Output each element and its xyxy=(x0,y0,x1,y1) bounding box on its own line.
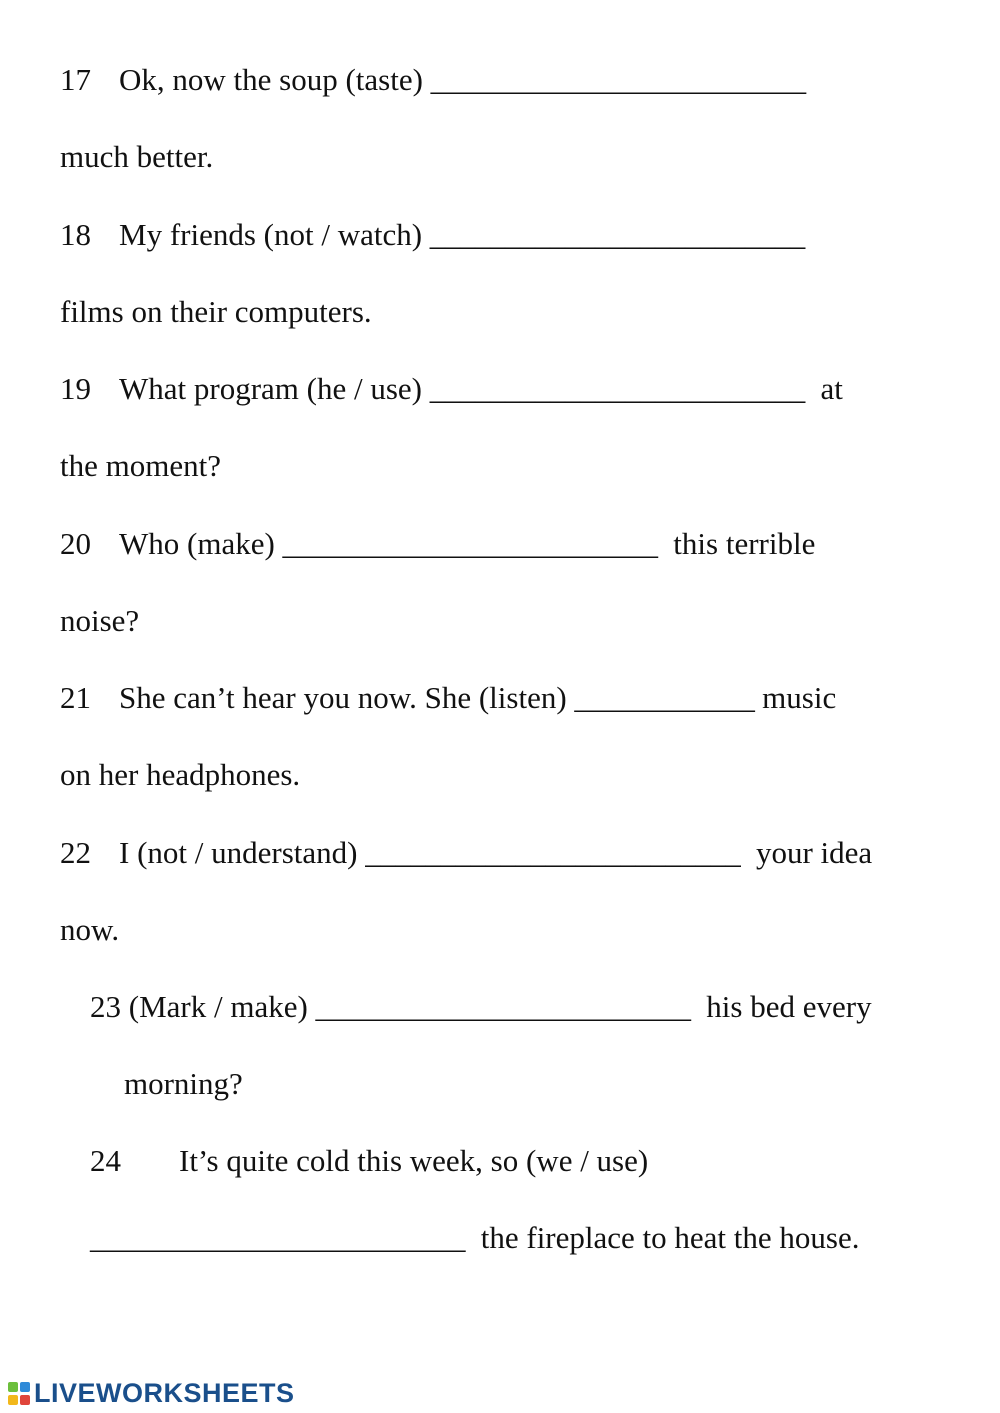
question-number: 24 xyxy=(90,1143,121,1178)
question-number: 22 xyxy=(60,835,91,870)
question-20 xyxy=(60,524,815,564)
answer-blank-23[interactable]: _________________________ xyxy=(315,989,691,1024)
question-number: 21 xyxy=(60,680,91,715)
question-24-continuation xyxy=(90,1218,859,1258)
answer-blank-20[interactable]: _________________________ xyxy=(282,526,658,561)
question-18 xyxy=(60,215,805,255)
question-21 xyxy=(60,678,836,718)
question-23 xyxy=(90,987,872,1027)
question-17-continuation: much better. xyxy=(60,139,214,174)
answer-blank-17[interactable]: _________________________ xyxy=(430,62,806,97)
question-22 xyxy=(60,833,872,873)
question-text: My friends (not / watch) xyxy=(119,217,423,252)
liveworksheets-logo xyxy=(8,1378,295,1409)
question-number: 20 xyxy=(60,526,91,561)
question-text: Who (make) xyxy=(119,526,275,561)
question-23-continuation: morning? xyxy=(124,1066,243,1101)
question-text: (Mark / make) xyxy=(128,989,308,1024)
question-text-after: his bed every xyxy=(706,989,872,1024)
question-20-continuation: noise? xyxy=(60,603,140,638)
question-19 xyxy=(60,369,843,409)
question-text-after: this terrible xyxy=(673,526,816,561)
question-text-after: music xyxy=(762,680,837,715)
question-number: 18 xyxy=(60,217,91,252)
answer-blank-22[interactable]: _________________________ xyxy=(365,835,741,870)
question-text: It’s quite cold this week, so (we / use) xyxy=(179,1143,649,1178)
question-19-continuation: the moment? xyxy=(60,448,221,483)
question-22-continuation: now. xyxy=(60,912,120,947)
answer-blank-24[interactable]: _________________________ xyxy=(90,1220,465,1255)
question-text: She can’t hear you now. She (listen) xyxy=(119,680,567,715)
question-text-after: your idea xyxy=(755,835,873,870)
question-text: Ok, now the soup (taste) xyxy=(119,62,423,97)
question-18-continuation: films on their computers. xyxy=(60,294,372,329)
question-number: 17 xyxy=(60,62,91,97)
question-text-after: at xyxy=(820,371,843,406)
question-24 xyxy=(90,1141,648,1181)
logo-squares-icon xyxy=(8,1380,30,1408)
answer-blank-21[interactable]: ____________ xyxy=(574,680,755,715)
logo-text: LIVEWORKSHEETS xyxy=(34,1378,295,1408)
question-number: 23 xyxy=(90,989,121,1024)
answer-blank-19[interactable]: _________________________ xyxy=(429,371,805,406)
answer-blank-18[interactable]: _________________________ xyxy=(429,217,805,252)
question-17 xyxy=(60,60,806,100)
question-text-after: the fireplace to heat the house. xyxy=(480,1220,860,1255)
question-number: 19 xyxy=(60,371,91,406)
question-text: What program (he / use) xyxy=(119,371,422,406)
question-21-continuation: on her headphones. xyxy=(60,757,301,792)
question-text: I (not / understand) xyxy=(119,835,358,870)
